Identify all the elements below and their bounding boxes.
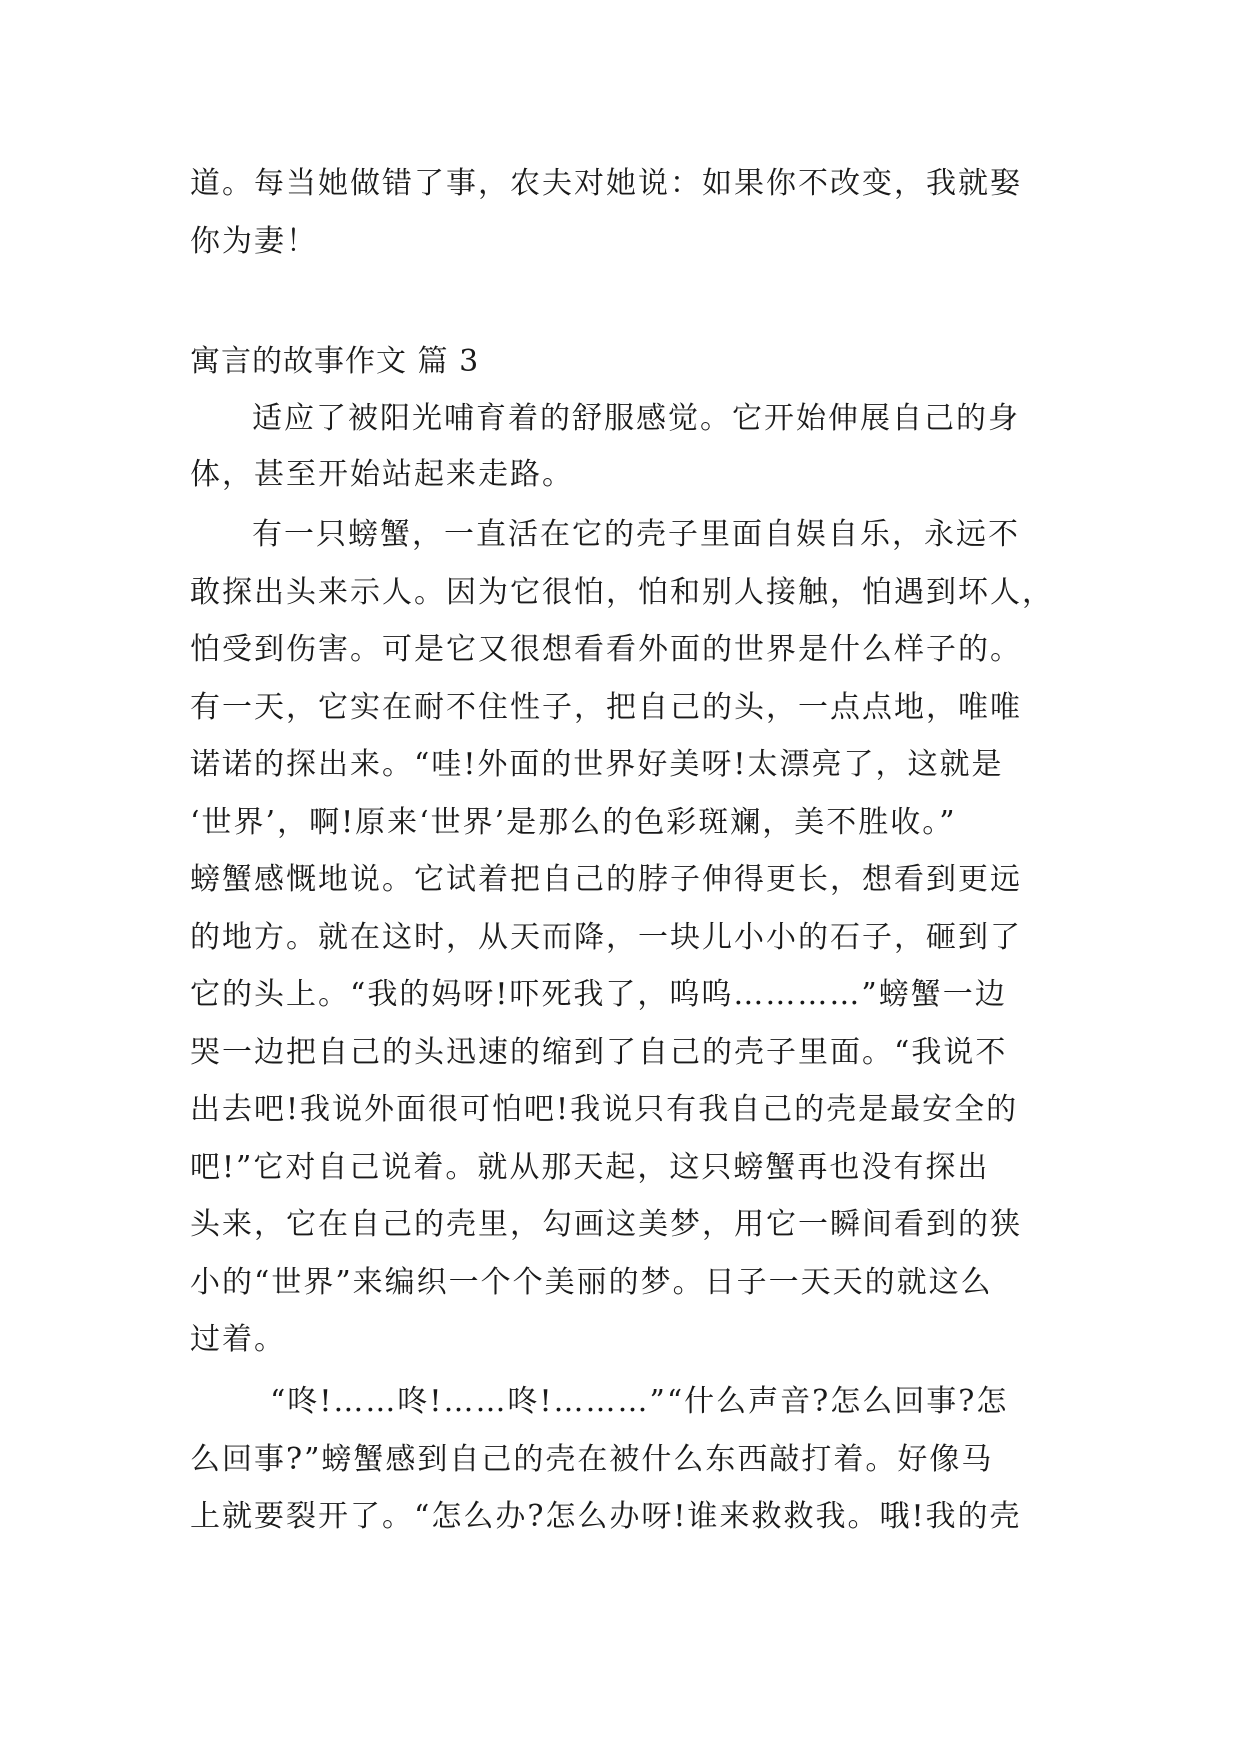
paragraph-line: 它的头上。“我的妈呀!吓死我了，呜呜…………”螃蟹一边 [190,977,1007,1012]
paragraph-line: 上就要裂开了。“怎么办?怎么办呀!谁来救救我。哦!我的壳 [190,1499,1022,1534]
paragraph-line: 有一只螃蟹，一直活在它的壳子里面自娱自乐，永远不 [252,517,1020,552]
paragraph-line: 螃蟹感慨地说。它试着把自己的脖子伸得更长，想看到更远 [190,862,1022,897]
paragraph-line: 吧!”它对自己说着。就从那天起，这只螃蟹再也没有探出 [190,1150,990,1185]
paragraph-line: ‘世界’，啊!原来‘世界’是那么的色彩斑斓，美不胜收。” [190,805,957,840]
paragraph-line: 小的“世界”来编织一个个美丽的梦。日子一天天的就这么 [190,1265,993,1300]
section-heading: 寓言的故事作文 篇 3 [190,344,480,379]
paragraph-line: 诺诺的探出来。“哇!外面的世界好美呀!太漂亮了，这就是 [190,747,1004,782]
paragraph-line: 过着。 [190,1322,286,1357]
paragraph-line: 有一天，它实在耐不住性子，把自己的头，一点点地，唯唯 [190,690,1022,725]
paragraph-line: “咚!……咚!……咚!………”“什么声音?怎么回事?怎 [270,1384,1009,1419]
paragraph-line: 体，甚至开始站起来走路。 [190,457,574,492]
paragraph-line: 怕受到伤害。可是它又很想看看外面的世界是什么样子的。 [190,632,1022,667]
paragraph-line: 道。每当她做错了事，农夫对她说：如果你不改变，我就娶 [190,166,1022,201]
paragraph-line: 哭一边把自己的头迅速的缩到了自己的壳子里面。“我说不 [190,1035,1008,1070]
paragraph-line: 敢探出头来示人。因为它很怕，怕和别人接触，怕遇到坏人， [190,575,1054,610]
paragraph-line: 适应了被阳光哺育着的舒服感觉。它开始伸展自己的身 [252,401,1020,436]
paragraph-line: 么回事?”螃蟹感到自己的壳在被什么东西敲打着。好像马 [190,1442,994,1477]
paragraph-line: 你为妻！ [190,224,318,259]
paragraph-line: 的地方。就在这时，从天而降，一块儿小小的石子，砸到了 [190,920,1022,955]
paragraph-line: 头来，它在自己的壳里，勾画这美梦，用它一瞬间看到的狭 [190,1207,1022,1242]
paragraph-line: 出去吧!我说外面很可怕吧!我说只有我自己的壳是最安全的 [190,1092,1019,1127]
